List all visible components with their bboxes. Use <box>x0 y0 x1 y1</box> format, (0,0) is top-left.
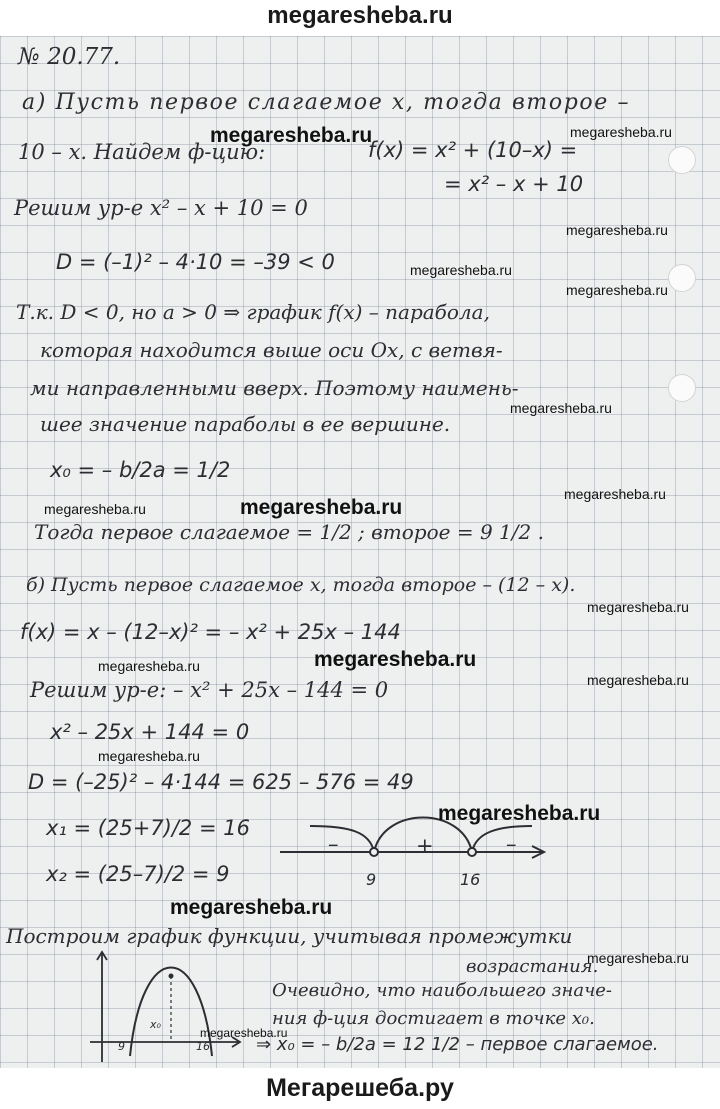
watermark[interactable]: megaresheba.ru <box>410 262 512 278</box>
part-a-line-11: Тогда первое слагаемое = 1/2 ; второе = 9 1/2 . <box>34 520 544 544</box>
site-footer[interactable]: Мегарешеба.ру <box>0 1068 720 1109</box>
watermark[interactable]: megaresheba.ru <box>564 486 666 502</box>
watermark[interactable]: megaresheba.ru <box>210 124 373 147</box>
watermark[interactable]: megaresheba.ru <box>240 496 403 519</box>
part-a-line-2b: f(x) = x² + (10–x) = <box>368 138 578 162</box>
watermark[interactable]: megaresheba.ru <box>587 950 689 966</box>
watermark[interactable]: megaresheba.ru <box>566 222 668 238</box>
part-b-line-7: x₂ = (25–7)/2 = 9 <box>46 862 230 886</box>
part-a-line-3: = x² – x + 10 <box>444 172 584 196</box>
part-b-line-11: ния ф-ция достигает в точке x₀. <box>272 1008 595 1029</box>
part-b-line-6: x₁ = (25+7)/2 = 16 <box>46 816 250 840</box>
watermark[interactable]: megaresheba.ru <box>98 658 200 674</box>
graph-label-16: 16 <box>196 1040 210 1053</box>
part-b-line-10: Очевидно, что наибольшего значе- <box>272 980 613 1001</box>
watermark[interactable]: megaresheba.ru <box>587 672 689 688</box>
notebook-sheet <box>0 36 720 1068</box>
sign-plus: + <box>416 834 434 858</box>
binder-hole <box>668 146 696 174</box>
watermark[interactable]: megaresheba.ru <box>587 599 689 615</box>
graph-label-9: 9 <box>118 1040 125 1053</box>
binder-hole <box>668 264 696 292</box>
part-b-line-1: б) Пусть первое слагаемое x, тогда второе – (12 – x). <box>26 574 576 596</box>
part-b-line-5: D = (–25)² – 4·144 = 625 – 576 = 49 <box>28 770 414 794</box>
watermark[interactable]: megaresheba.ru <box>44 501 146 517</box>
part-b-line-3: Решим ур-е: – x² + 25x – 144 = 0 <box>30 678 389 702</box>
part-a-line-10: x₀ = – b/2a = 1/2 <box>50 458 231 482</box>
part-b-line-4: x² – 25x + 144 = 0 <box>50 720 250 744</box>
root-9-label: 9 <box>366 870 377 889</box>
part-a-line-8: ми направленными вверх. Поэтому наимень- <box>30 376 519 400</box>
part-b-line-12: ⇒ x₀ = – b/2a = 12 1/2 – первое слагаемое. <box>256 1034 659 1055</box>
graph-label-vertex: x₀ <box>150 1018 161 1031</box>
watermark[interactable]: megaresheba.ru <box>438 802 601 825</box>
sign-minus-left: – <box>328 832 339 856</box>
watermark[interactable]: megaresheba.ru <box>566 282 668 298</box>
site-header[interactable]: megaresheba.ru <box>0 0 720 36</box>
part-a-line-6: Т.к. D < 0, но a > 0 ⇒ график f(x) – парабола, <box>16 300 490 324</box>
watermark[interactable]: megaresheba.ru <box>570 124 672 140</box>
part-a-line-1: а) Пусть первое слагаемое x, тогда второе – <box>22 90 631 115</box>
problem-number: № 20.77. <box>18 44 121 70</box>
binder-hole <box>668 374 696 402</box>
part-a-line-5: D = (–1)² – 4·10 = –39 < 0 <box>56 250 335 274</box>
sign-minus-right: – <box>506 832 517 856</box>
part-a-line-7: которая находится выше оси Ox, с ветвя- <box>40 338 503 362</box>
watermark[interactable]: megaresheba.ru <box>170 896 333 919</box>
part-a-line-2a: 10 – x. Найдем ф-цию: <box>18 140 266 164</box>
part-b-line-9: возрастания. <box>466 956 599 977</box>
part-b-line-2: f(x) = x – (12–x)² = – x² + 25x – 144 <box>20 620 401 644</box>
watermark[interactable]: megaresheba.ru <box>314 648 477 671</box>
watermark[interactable]: megaresheba.ru <box>98 748 200 764</box>
part-b-line-8: Построим график функции, учитывая промежутки <box>6 924 573 948</box>
part-a-line-9: шее значение параболы в ее вершине. <box>40 412 451 436</box>
watermark[interactable]: megaresheba.ru <box>200 1026 288 1040</box>
watermark[interactable]: megaresheba.ru <box>510 400 612 416</box>
parabola-graph <box>90 952 250 1062</box>
part-a-line-4: Решим ур-е x² – x + 10 = 0 <box>14 196 308 220</box>
root-16-label: 16 <box>460 870 481 889</box>
